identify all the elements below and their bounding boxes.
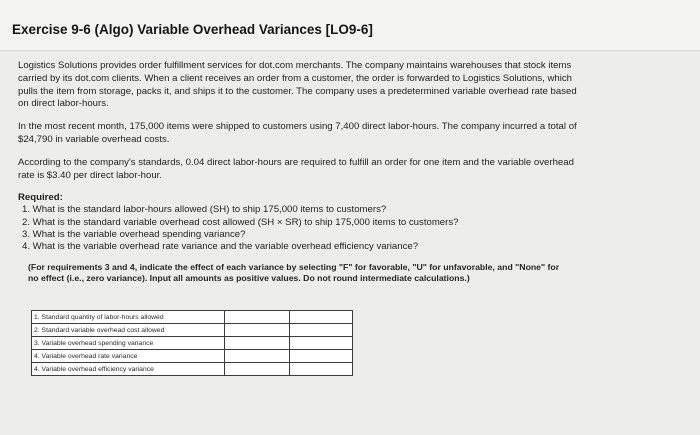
question-2: 2. What is the standard variable overhead cost allowed (SH × SR) to ship 175,000 items to customers? [22, 216, 459, 228]
row-label: 4. Variable overhead efficiency variance [32, 363, 225, 376]
answer-row [32, 363, 353, 376]
paragraph-intro [18, 60, 664, 111]
amount-input[interactable] [225, 363, 290, 376]
paragraph-line: carried by its dot.com clients. When a client receives an order from a customer, the order is forwarded to Logistics Solutions, which [18, 72, 573, 84]
answer-row [32, 324, 353, 337]
answer-row [32, 311, 353, 324]
answer-row [32, 337, 353, 350]
row-label: 1. Standard quantity of labor-hours allowed [32, 311, 225, 324]
question-1: 1. What is the standard labor-hours allowed (SH) to ship 175,000 items to customers? [22, 204, 387, 216]
row-label: 3. Variable overhead spending variance [32, 337, 225, 350]
paragraph-standards [18, 157, 664, 183]
paragraph-line: rate is $3.40 per direct labor-hour. [18, 169, 162, 181]
header-bar [0, 0, 700, 51]
paragraph-line: pulls the item from storage, packs it, and ships it to the customer. The company uses a predetermined variable overhead rate based [18, 85, 577, 97]
instruction-line: (For requirements 3 and 4, indicate the effect of each variance by selecting "F" for favorable, "U" for unfavorable, and "None" for [28, 261, 560, 272]
effect-input[interactable] [290, 311, 353, 324]
amount-input[interactable] [225, 311, 290, 324]
paragraph-line: In the most recent month, 175,000 items were shipped to customers using 7,400 direct labor-hours. The company incurred a total of [18, 121, 577, 133]
question-3: 3. What is the variable overhead spending variance? [22, 228, 246, 240]
problem-content [18, 60, 664, 284]
question-4: 4. What is the variable overhead rate variance and the variable overhead efficiency variance? [22, 240, 419, 252]
answer-table [31, 310, 353, 376]
effect-input[interactable] [290, 350, 353, 363]
effect-input[interactable] [290, 363, 353, 376]
row-label: 4. Variable overhead rate variance [32, 350, 225, 363]
effect-input[interactable] [290, 324, 353, 337]
amount-input[interactable] [225, 350, 290, 363]
effect-input[interactable] [290, 337, 353, 350]
answer-row [32, 350, 353, 363]
paragraph-line: on direct labor-hours. [18, 98, 109, 110]
amount-input[interactable] [225, 324, 290, 337]
page-title: Exercise 9-6 (Algo) Variable Overhead Variances [LO9-6] [12, 22, 373, 37]
amount-input[interactable] [225, 337, 290, 350]
paragraph-line: $24,790 in variable overhead costs. [18, 133, 170, 145]
required-section [18, 192, 664, 252]
paragraph-line: Logistics Solutions provides order fulfillment services for dot.com merchants. The company maintains warehouses that stock items [18, 60, 572, 71]
instruction-line: no effect (i.e., zero variance). Input all amounts as positive values. Do not round intermediate calculations.) [28, 273, 470, 284]
row-label: 2. Standard variable overhead cost allowed [32, 324, 225, 337]
paragraph-monthly-data [18, 121, 664, 147]
paragraph-line: According to the company's standards, 0.04 direct labor-hours are required to fulfill an order for one item and the variable overhead [18, 156, 574, 168]
required-heading: Required: [18, 192, 63, 204]
instructions [28, 262, 664, 284]
